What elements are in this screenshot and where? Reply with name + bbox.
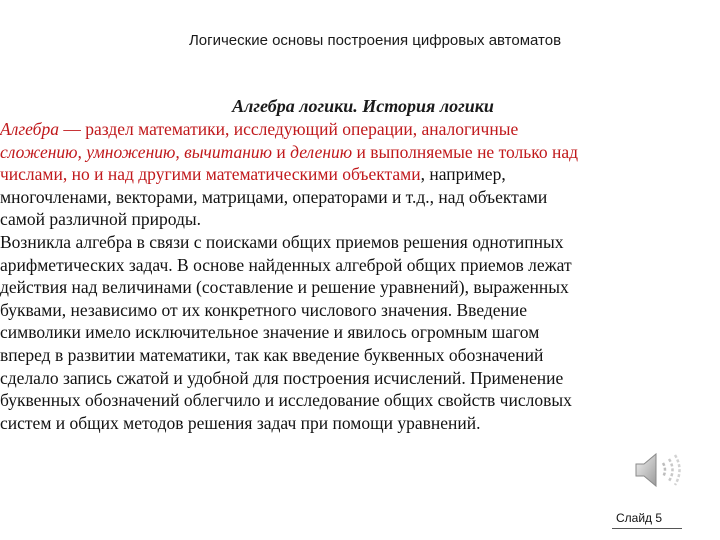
body-line-14: систем и общих методов решения задач при помощи уравнений. <box>0 412 481 433</box>
body-line-4: многочленами, векторами, матрицами, операторами и т.д., над объектами <box>0 186 548 207</box>
term-algebra: Алгебра <box>0 119 59 139</box>
body-line-10: символики имело исключительное значение и явилось огромным шагом <box>0 322 540 343</box>
definition-text: — раздел математики, исследующий операции, аналогичные <box>59 119 519 139</box>
section-title-text: Алгебра логики. История логики <box>232 96 494 116</box>
objects-red-text: числами, но и над другими математическими объектами <box>0 164 421 185</box>
slide-header <box>0 32 720 49</box>
objects-continuation: , например, <box>420 164 506 185</box>
section-title <box>0 96 720 117</box>
body-line-13: буквенных обозначений облегчило и исследование общих свойств числовых <box>0 390 572 411</box>
body-line-9: буквами, независимо от их конкретного числового значения. Введение <box>0 299 528 320</box>
body-line-12: сделало запись сжатой и удобной для построения исчислений. Применение <box>0 367 564 388</box>
slide-number: Слайд 5 <box>616 511 663 525</box>
body-line-5: самой различной природы. <box>0 209 202 230</box>
body-line-1 <box>0 118 712 141</box>
body-paragraph <box>0 118 712 434</box>
body-line-2 <box>0 141 712 164</box>
footer-divider <box>612 528 682 529</box>
operations-italic: сложению, умножению, вычитанию <box>0 141 273 162</box>
body-line-7: арифметических задач. В основе найденных алгеброй общих приемов лежат <box>0 254 572 275</box>
body-line-3 <box>0 163 712 186</box>
body-line-8: действия над величинами (составление и решение уравнений), выраженных <box>0 277 569 298</box>
operation-division: делению <box>290 141 353 162</box>
operations-conjunction: и <box>272 141 291 162</box>
body-line-11: вперед в развитии математики, так как введение буквенных обозначений <box>0 344 544 365</box>
operations-continuation: и выполняемые не только над <box>352 141 578 162</box>
body-line-6: Возникла алгебра в связи с поисками общих приемов решения однотипных <box>0 231 564 252</box>
slide-header-title: Логические основы построения цифровых автоматов <box>188 32 562 49</box>
speaker-icon[interactable] <box>632 450 686 490</box>
